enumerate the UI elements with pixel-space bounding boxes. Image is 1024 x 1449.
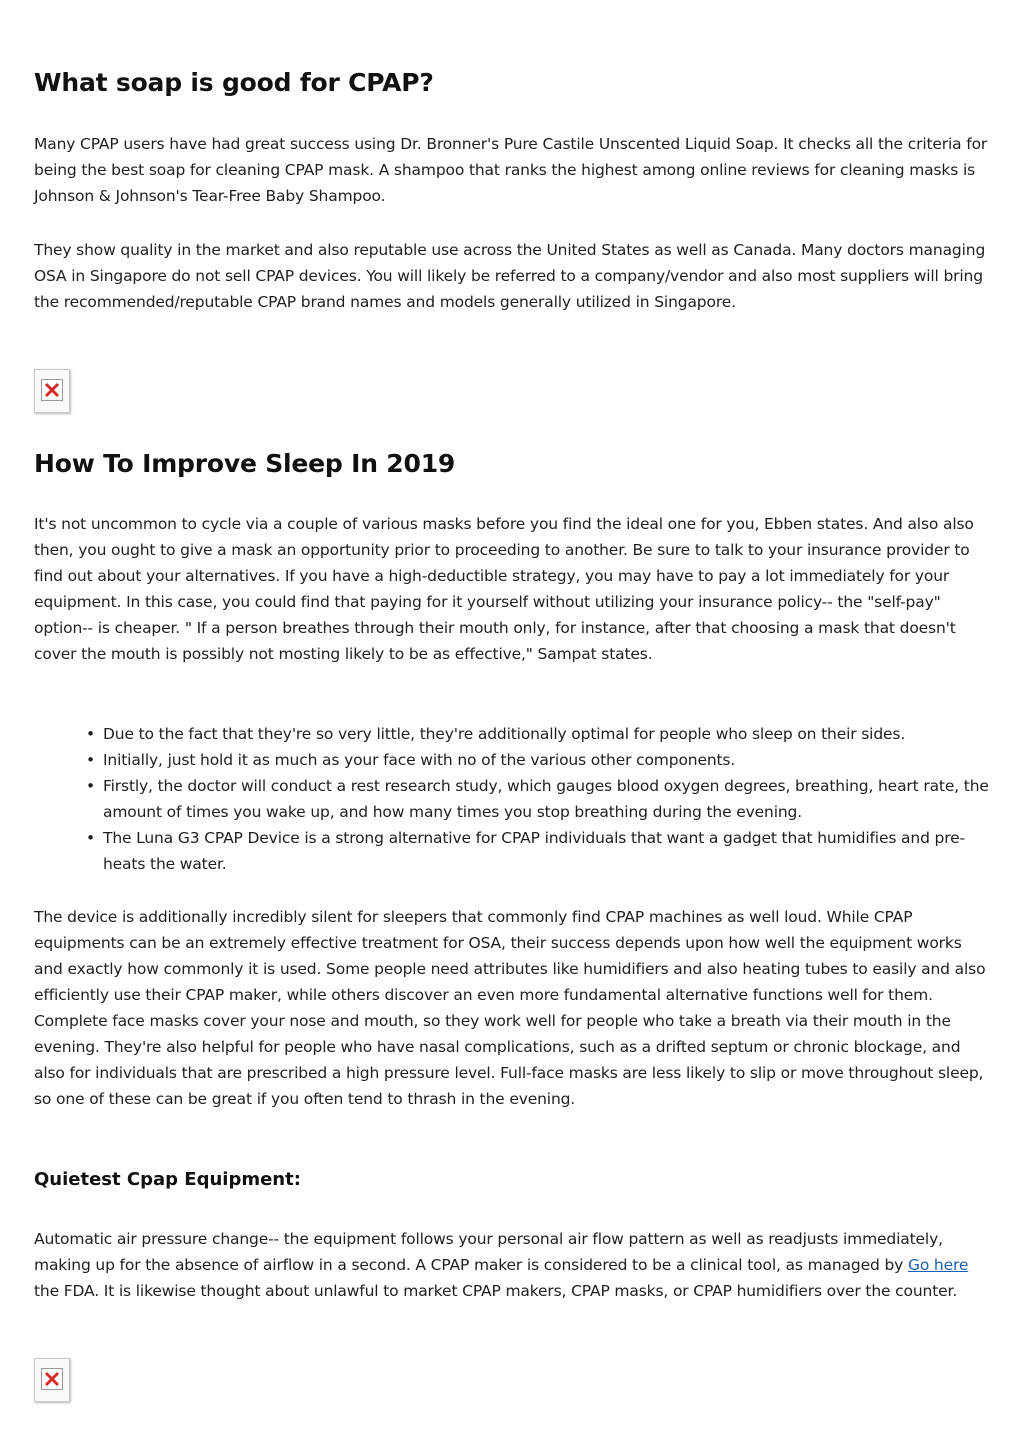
bullet-icon: • [86,751,95,769]
list-item: • The Luna G3 CPAP Device is a strong alternative for CPAP individuals that want a gadget that humidifies and pre-heats the water. [103,825,992,877]
broken-image-icon [34,369,70,413]
broken-image-x-icon [42,1369,62,1389]
go-here-link[interactable]: Go here [907,1256,969,1274]
heading-improve-sleep: How To Improve Sleep In 2019 [34,449,456,478]
bullet-list [34,721,992,877]
list-item: • Due to the fact that they're so very little, they're additionally optimal for people who sleep on their sides. [103,721,992,747]
bullet-icon: • [86,829,95,847]
paragraph-air-pressure: Automatic air pressure change-- the equipment follows your personal air flow pattern as well as readjusts immediately, making up for the absence of airflow in a second. A CPAP maker is considered to be a clinical tool, as managed by Go here the FDA. It is likewise thought about unlawful to market CPAP makers, CPAP masks, or CPAP humidifiers over the counter. [34,1230,969,1300]
list-item: • Firstly, the doctor will conduct a rest research study, which gauges blood oxygen degrees, breathing, heart rate, the amount of times you wake up, and how many times you stop breathing during the evening. [103,773,992,825]
bullet-icon: • [86,725,95,743]
broken-image-icon [34,1358,70,1402]
broken-image-x-icon [42,380,62,400]
paragraph-cycle-masks: It's not uncommon to cycle via a couple of various masks before you find the ideal one for you, Ebben states. And also also then, you ought to give a mask an opportunity prior to proceeding to another. Be sure to talk to your insurance provider to find out about your alternatives. If you have a high-deductible strategy, you may have to pay a lot immediately for your equipment. In this case, you could find that paying for it yourself without utilizing your insurance policy-- the "self-pay" option-- is cheaper. " If a person breathes through their mouth only, for instance, after that choosing a mask that doesn't cover the mouth is possibly not mosting likely to be as effective," Sampat states. [34,515,974,663]
paragraph-quality-market: They show quality in the market and also reputable use across the United States as well as Canada. Many doctors managing OSA in Singapore do not sell CPAP devices. You will likely be referred to a company/vendor and also most suppliers will bring the recommended/reputable CPAP brand names and models generally utilized in Singapore. [34,241,986,311]
heading-quietest-cpap: Quietest Cpap Equipment: [34,1169,301,1190]
paragraph-soap-intro: Many CPAP users have had great success using Dr. Bronner's Pure Castile Unscented Liquid Soap. It checks all the criteria for being the best soap for cleaning CPAP mask. A shampoo that ranks the highest among online reviews for cleaning masks is Johnson & Johnson's Tear-Free Baby Shampoo. [34,135,988,205]
list-item: • Initially, just hold it as much as your face with no of the various other components. [103,747,992,773]
heading-what-soap: What soap is good for CPAP? [34,68,434,97]
paragraph-device-silent: The device is additionally incredibly silent for sleepers that commonly find CPAP machines as well loud. While CPAP equipments can be an extremely effective treatment for OSA, their success depends upon how well the equipment works and exactly how commonly it is used. Some people need attributes like humidifiers and also heating tubes to easily and also efficiently use their CPAP maker, while others discover an even more fundamental alternative functions well for them. Complete face masks cover your nose and mouth, so they work well for people who take a breath via their mouth in the evening. They're also helpful for people who have nasal complications, such as a drifted septum or chronic blockage, and also for individuals that are prescribed a high pressure level. Full-face masks are less likely to slip or move throughout sleep, so one of these can be great if you often tend to thrash in the evening. [34,908,986,1108]
bullet-icon: • [86,777,95,795]
